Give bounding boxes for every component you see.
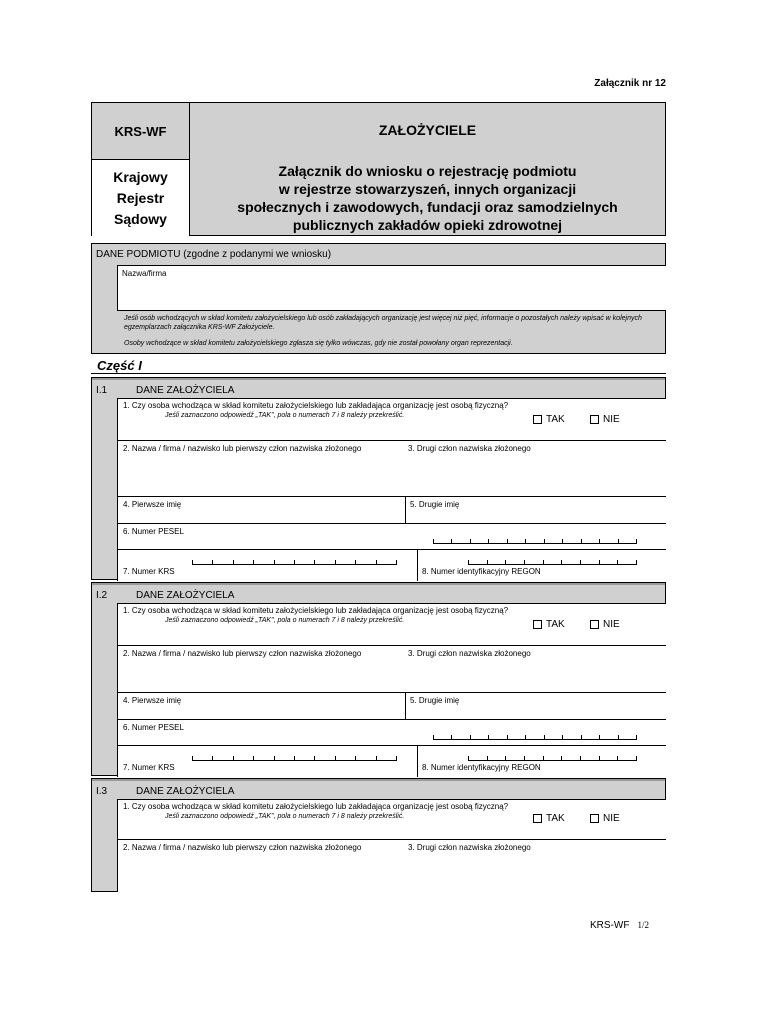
second-surname-field[interactable]: 3. Drugi człon nazwiska złożonego xyxy=(408,444,531,453)
second-name-field[interactable]: 5. Drugie imię xyxy=(410,500,460,509)
names-row xyxy=(117,496,666,523)
section-title: DANE ZAŁOŻYCIELA xyxy=(136,590,235,601)
krs-field[interactable]: 7. Numer KRS xyxy=(123,567,175,576)
subtitle-line: publicznych zakładów opieki zdrowotnej xyxy=(292,217,563,233)
yes-label: TAK xyxy=(546,813,565,824)
surname-field[interactable]: 2. Nazwa / firma / nazwisko lub pierwszy człon nazwiska złożonego xyxy=(123,843,362,852)
yes-checkbox[interactable] xyxy=(533,813,565,824)
founder-section-1 xyxy=(91,377,666,580)
checkbox-box[interactable] xyxy=(590,415,599,424)
yes-label: TAK xyxy=(546,414,565,425)
part-divider xyxy=(91,373,666,374)
natural-person-question xyxy=(117,799,666,839)
surname-field[interactable]: 2. Nazwa / firma / nazwisko lub pierwszy człon nazwiska złożonego xyxy=(123,649,362,658)
names-row xyxy=(117,692,666,719)
yes-checkbox[interactable] xyxy=(533,619,565,630)
registry-line: Sądowy xyxy=(114,210,167,227)
krs-regon-row xyxy=(117,549,666,581)
checkbox-box[interactable] xyxy=(533,415,542,424)
entity-note-2: Osoby wchodzące w skład komitetu założycielskiego zgłasza się tylko wówczas, gdy nie został powołany organ reprezentacji. xyxy=(124,340,513,347)
section-header xyxy=(92,378,665,398)
no-label: NIE xyxy=(603,813,620,824)
subtitle-line: w rejestrze stowarzyszeń, innych organizacji xyxy=(278,181,577,197)
surname-field[interactable]: 2. Nazwa / firma / nazwisko lub pierwszy człon nazwiska złożonego xyxy=(123,444,362,453)
no-label: NIE xyxy=(603,414,620,425)
surname-row xyxy=(117,440,666,496)
form-header xyxy=(91,102,666,236)
divider xyxy=(417,550,418,581)
pesel-field[interactable]: 6. Numer PESEL xyxy=(123,723,184,732)
regon-boxes[interactable] xyxy=(468,559,637,565)
section-number: I.1 xyxy=(96,385,108,396)
question-label xyxy=(123,802,513,822)
second-surname-field[interactable]: 3. Drugi człon nazwiska złożonego xyxy=(408,843,531,852)
entity-name-label: Nazwa/firma xyxy=(122,269,167,278)
divider xyxy=(417,746,418,777)
entity-note-1: Jeśli osób wchodzących w skład komitetu założycielskiego lub osób zakładających organizację jest więcej niż pięć, informacje o pozostałych należy wpisać w kolejnych egzemplarzach załącznika KRS-WF Założyciele. xyxy=(124,315,642,331)
krs-boxes[interactable] xyxy=(192,559,397,565)
pesel-row xyxy=(117,523,666,549)
krs-field[interactable]: 7. Numer KRS xyxy=(123,763,175,772)
no-label: NIE xyxy=(603,619,620,630)
first-name-field[interactable]: 4. Pierwsze imię xyxy=(123,696,182,705)
registry-line: Krajowy xyxy=(113,168,168,185)
no-checkbox[interactable] xyxy=(590,414,620,425)
second-name-field[interactable]: 5. Drugie imię xyxy=(410,696,460,705)
regon-boxes[interactable] xyxy=(468,755,637,761)
form-subtitle xyxy=(190,162,665,234)
form-title: ZAŁOŻYCIELE xyxy=(378,122,477,138)
divider xyxy=(405,693,406,719)
no-checkbox[interactable] xyxy=(590,813,620,824)
section-number: I.2 xyxy=(96,590,108,601)
question-text: 1. Czy osoba wchodząca w skład komitetu założycielskiego lub zakładająca organizację jest osobą fizyczną? xyxy=(123,606,509,615)
subtitle-line: Załącznik do wniosku o rejestrację podmiotu xyxy=(278,163,577,179)
question-hint: Jeśli zaznaczono odpowiedź „TAK", pola o numerach 7 i 8 należy przekreślić. xyxy=(165,617,405,624)
subtitle-line: społecznych i zawodowych, fundacji oraz samodzielnych xyxy=(237,199,618,215)
surname-row xyxy=(117,839,666,892)
natural-person-question xyxy=(117,398,666,440)
natural-person-question xyxy=(117,603,666,645)
question-label xyxy=(123,401,513,421)
surname-row xyxy=(117,645,666,692)
question-text: 1. Czy osoba wchodząca w skład komitetu założycielskiego lub zakładająca organizację jest osobą fizyczną? xyxy=(123,802,509,811)
checkbox-box[interactable] xyxy=(533,620,542,629)
page-footer xyxy=(590,920,649,931)
krs-boxes[interactable] xyxy=(192,755,397,761)
section-header xyxy=(92,779,665,799)
second-surname-field[interactable]: 3. Drugi człon nazwiska złożonego xyxy=(408,649,531,658)
no-checkbox[interactable] xyxy=(590,619,620,630)
section-title: DANE ZAŁOŻYCIELA xyxy=(136,786,235,797)
form-code: KRS-WF xyxy=(92,103,190,160)
divider xyxy=(405,497,406,523)
pesel-boxes[interactable] xyxy=(433,734,637,740)
section-title: DANE ZAŁOŻYCIELA xyxy=(136,385,235,396)
page-number: 1/2 xyxy=(637,920,649,930)
yes-checkbox[interactable] xyxy=(533,414,565,425)
regon-field[interactable]: 8. Numer identyfikacyjny REGON xyxy=(422,567,541,576)
yes-label: TAK xyxy=(546,619,565,630)
question-text: 1. Czy osoba wchodząca w skład komitetu założycielskiego lub zakładająca organizację jest osobą fizyczną? xyxy=(123,401,509,410)
section-header xyxy=(92,583,665,603)
section-number: I.3 xyxy=(96,786,108,797)
regon-field[interactable]: 8. Numer identyfikacyjny REGON xyxy=(422,763,541,772)
question-label xyxy=(123,606,513,626)
footer-code: KRS-WF xyxy=(590,920,630,931)
entity-section-title: DANE PODMIOTU (zgodne z podanymi we wniosku) xyxy=(96,249,332,260)
first-name-field[interactable]: 4. Pierwsze imię xyxy=(123,500,182,509)
registry-line: Rejestr xyxy=(116,189,165,206)
checkbox-box[interactable] xyxy=(590,814,599,823)
attachment-number: Załącznik nr 12 xyxy=(594,78,666,89)
part-title: Część I xyxy=(97,358,142,373)
checkbox-box[interactable] xyxy=(533,814,542,823)
pesel-boxes[interactable] xyxy=(433,538,637,544)
pesel-field[interactable]: 6. Numer PESEL xyxy=(123,527,184,536)
pesel-row xyxy=(117,719,666,745)
entity-data-section xyxy=(91,243,666,354)
founder-section-2 xyxy=(91,582,666,776)
krs-regon-row xyxy=(117,745,666,777)
registry-name xyxy=(92,160,190,236)
founder-section-3 xyxy=(91,778,666,892)
checkbox-box[interactable] xyxy=(590,620,599,629)
question-hint: Jeśli zaznaczono odpowiedź „TAK", pola o numerach 7 i 8 należy przekreślić. xyxy=(165,813,405,820)
entity-name-field[interactable] xyxy=(117,265,666,311)
question-hint: Jeśli zaznaczono odpowiedź „TAK", pola o numerach 7 i 8 należy przekreślić. xyxy=(165,412,405,419)
